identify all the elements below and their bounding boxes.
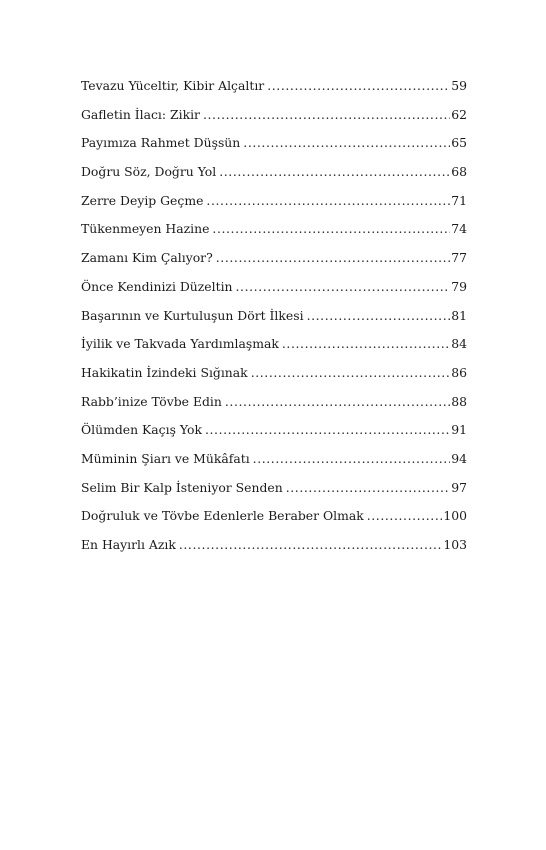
toc-entry	[81, 279, 467, 308]
toc-entry-page: 97	[451, 479, 467, 495]
toc-dot-leader	[286, 480, 451, 495]
table-of-contents	[81, 78, 467, 566]
toc-entry-title: Tevazu Yüceltir, Kibir Alçaltır	[81, 78, 265, 93]
toc-dot-leader	[219, 164, 450, 179]
toc-entry-title: Selim Bir Kalp İsteniyor Senden	[81, 479, 283, 495]
toc-dot-leader	[253, 451, 451, 466]
toc-entry	[81, 365, 467, 394]
toc-entry-title: Ölümden Kaçış Yok	[81, 422, 202, 438]
toc-entry	[81, 250, 467, 279]
toc-dot-leader	[236, 279, 451, 294]
toc-entry-page: 68	[451, 164, 467, 180]
toc-entry-page: 79	[451, 278, 467, 294]
toc-entry	[81, 394, 467, 423]
toc-entry-title: Hakikatin İzindeki Sığınak	[81, 364, 248, 380]
toc-entry	[81, 480, 467, 509]
toc-entry-page: 65	[451, 135, 467, 151]
toc-entry-title: Başarının ve Kurtuluşun Dört İlkesi	[81, 307, 304, 323]
toc-entry-page: 100	[443, 508, 467, 524]
toc-entry-title: İyilik ve Takvada Yardımlaşmak	[81, 336, 279, 352]
toc-entry-title: Müminin Şiarı ve Mükâfatı	[81, 450, 250, 466]
toc-entry	[81, 451, 467, 480]
toc-entry-page: 59	[451, 78, 467, 93]
toc-entry	[81, 107, 467, 136]
toc-dot-leader	[179, 537, 442, 552]
toc-entry-page: 71	[451, 192, 467, 208]
toc-entry-title: Gafletin İlacı: Zikir	[81, 106, 200, 122]
toc-dot-leader	[251, 365, 451, 380]
toc-dot-leader	[307, 308, 451, 323]
toc-dot-leader	[243, 135, 450, 150]
toc-entry-page: 91	[451, 422, 467, 438]
toc-dot-leader	[203, 107, 450, 122]
toc-entry-page: 88	[451, 393, 467, 409]
toc-entry	[81, 308, 467, 337]
toc-entry	[81, 422, 467, 451]
toc-entry-title: Rabb’inize Tövbe Edin	[81, 393, 222, 409]
toc-entry-page: 81	[451, 307, 467, 323]
toc-entry-page: 103	[443, 537, 467, 552]
toc-entry-page: 84	[451, 336, 467, 352]
toc-entry-title: En Hayırlı Azık	[81, 537, 176, 552]
toc-entry	[81, 221, 467, 250]
toc-entry	[81, 78, 467, 107]
toc-dot-leader	[212, 221, 450, 236]
toc-dot-leader	[282, 336, 450, 351]
toc-entry-title: Tükenmeyen Hazine	[81, 221, 210, 237]
toc-entry-title: Önce Kendinizi Düzeltin	[81, 278, 233, 294]
toc-entry-page: 77	[451, 250, 467, 266]
toc-dot-leader	[267, 78, 450, 93]
toc-entry	[81, 508, 467, 537]
toc-entry	[81, 537, 467, 566]
toc-dot-leader	[225, 394, 450, 409]
toc-entry-title: Payımıza Rahmet Düşsün	[81, 135, 241, 151]
toc-entry	[81, 135, 467, 164]
toc-entry-page: 94	[451, 450, 467, 466]
toc-entry	[81, 193, 467, 222]
toc-entry-title: Zamanı Kim Çalıyor?	[81, 250, 213, 266]
toc-dot-leader	[205, 422, 450, 437]
toc-entry	[81, 164, 467, 193]
toc-entry-title: Doğru Söz, Doğru Yol	[81, 164, 217, 180]
toc-entry-page: 74	[451, 221, 467, 237]
toc-entry-page: 86	[451, 364, 467, 380]
toc-entry	[81, 336, 467, 365]
toc-dot-leader	[216, 250, 450, 265]
toc-entry-title: Zerre Deyip Geçme	[81, 192, 204, 208]
toc-dot-leader	[367, 508, 443, 523]
toc-dot-leader	[206, 193, 450, 208]
toc-entry-page: 62	[451, 106, 467, 122]
toc-entry-title: Doğruluk ve Tövbe Edenlerle Beraber Olmak	[81, 508, 364, 524]
